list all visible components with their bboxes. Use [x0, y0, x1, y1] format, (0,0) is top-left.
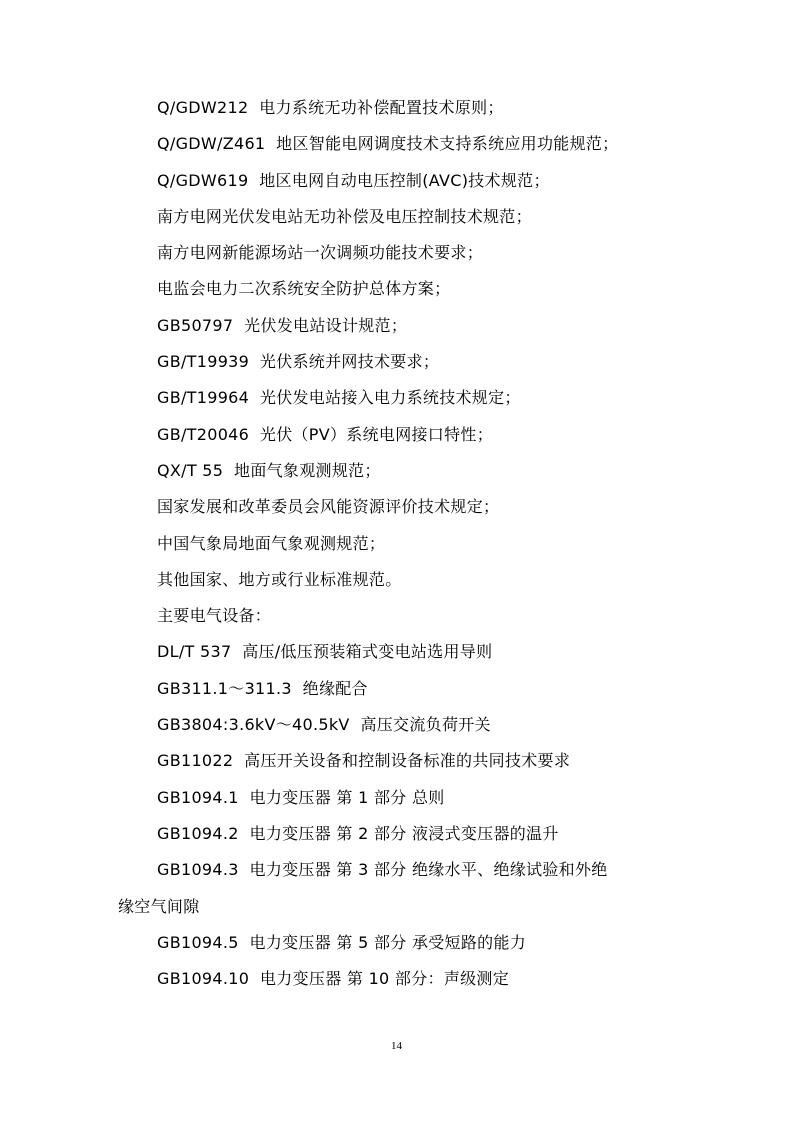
text-line: GB50797 光伏发电站设计规范；	[157, 315, 408, 335]
text-line: Q/GDW619 地区电网自动电压控制(AVC)技术规范；	[157, 170, 550, 190]
text-line-continuation: 缘空气间隙	[118, 896, 200, 916]
text-line: QX/T 55 地面气象观测规范；	[157, 460, 381, 480]
text-line: GB3804:3.6kV～40.5kV 高压交流负荷开关	[157, 715, 491, 735]
text-line: GB/T19939 光伏系统并网技术要求；	[157, 352, 440, 372]
text-line: GB311.1～311.3 绝缘配合	[157, 678, 368, 698]
text-line: GB1094.1 电力变压器 第 1 部分 总则	[157, 787, 445, 807]
text-line: 电监会电力二次系统安全防护总体方案；	[157, 279, 451, 299]
text-line: GB11022 高压开关设备和控制设备标准的共同技术要求	[157, 751, 571, 771]
section-heading: 主要电气设备：	[157, 606, 272, 626]
text-line: GB1094.2 电力变压器 第 2 部分 液浸式变压器的温升	[157, 823, 559, 843]
text-line: 中国气象局地面气象观测规范；	[157, 533, 386, 553]
standards-list	[118, 90, 678, 997]
text-line: GB/T19964 光伏发电站接入电力系统技术规定；	[157, 388, 521, 408]
text-line: Q/GDW212 电力系统无功补偿配置技术原则；	[157, 98, 504, 117]
text-line: Q/GDW/Z461 地区智能电网调度技术支持系统应用功能规范；	[157, 134, 619, 154]
text-line: 其他国家、地方或行业标准规范。	[157, 569, 402, 589]
text-line: GB/T20046 光伏（PV）系统电网接口特性；	[157, 424, 494, 444]
text-line: 国家发展和改革委员会风能资源评价技术规定；	[157, 497, 500, 517]
text-line: GB1094.10 电力变压器 第 10 部分：声级测定	[157, 969, 510, 989]
page-number: 14	[391, 1040, 402, 1052]
text-line: DL/T 537 高压/低压预装箱式变电站选用导则	[157, 642, 493, 662]
text-line: 南方电网光伏发电站无功补偿及电压控制技术规范；	[157, 206, 532, 226]
text-line: 南方电网新能源场站一次调频功能技术要求；	[157, 243, 484, 263]
text-line: GB1094.3 电力变压器 第 3 部分 绝缘水平、绝缘试验和外绝	[157, 860, 608, 880]
text-line: GB1094.5 电力变压器 第 5 部分 承受短路的能力	[157, 932, 527, 952]
